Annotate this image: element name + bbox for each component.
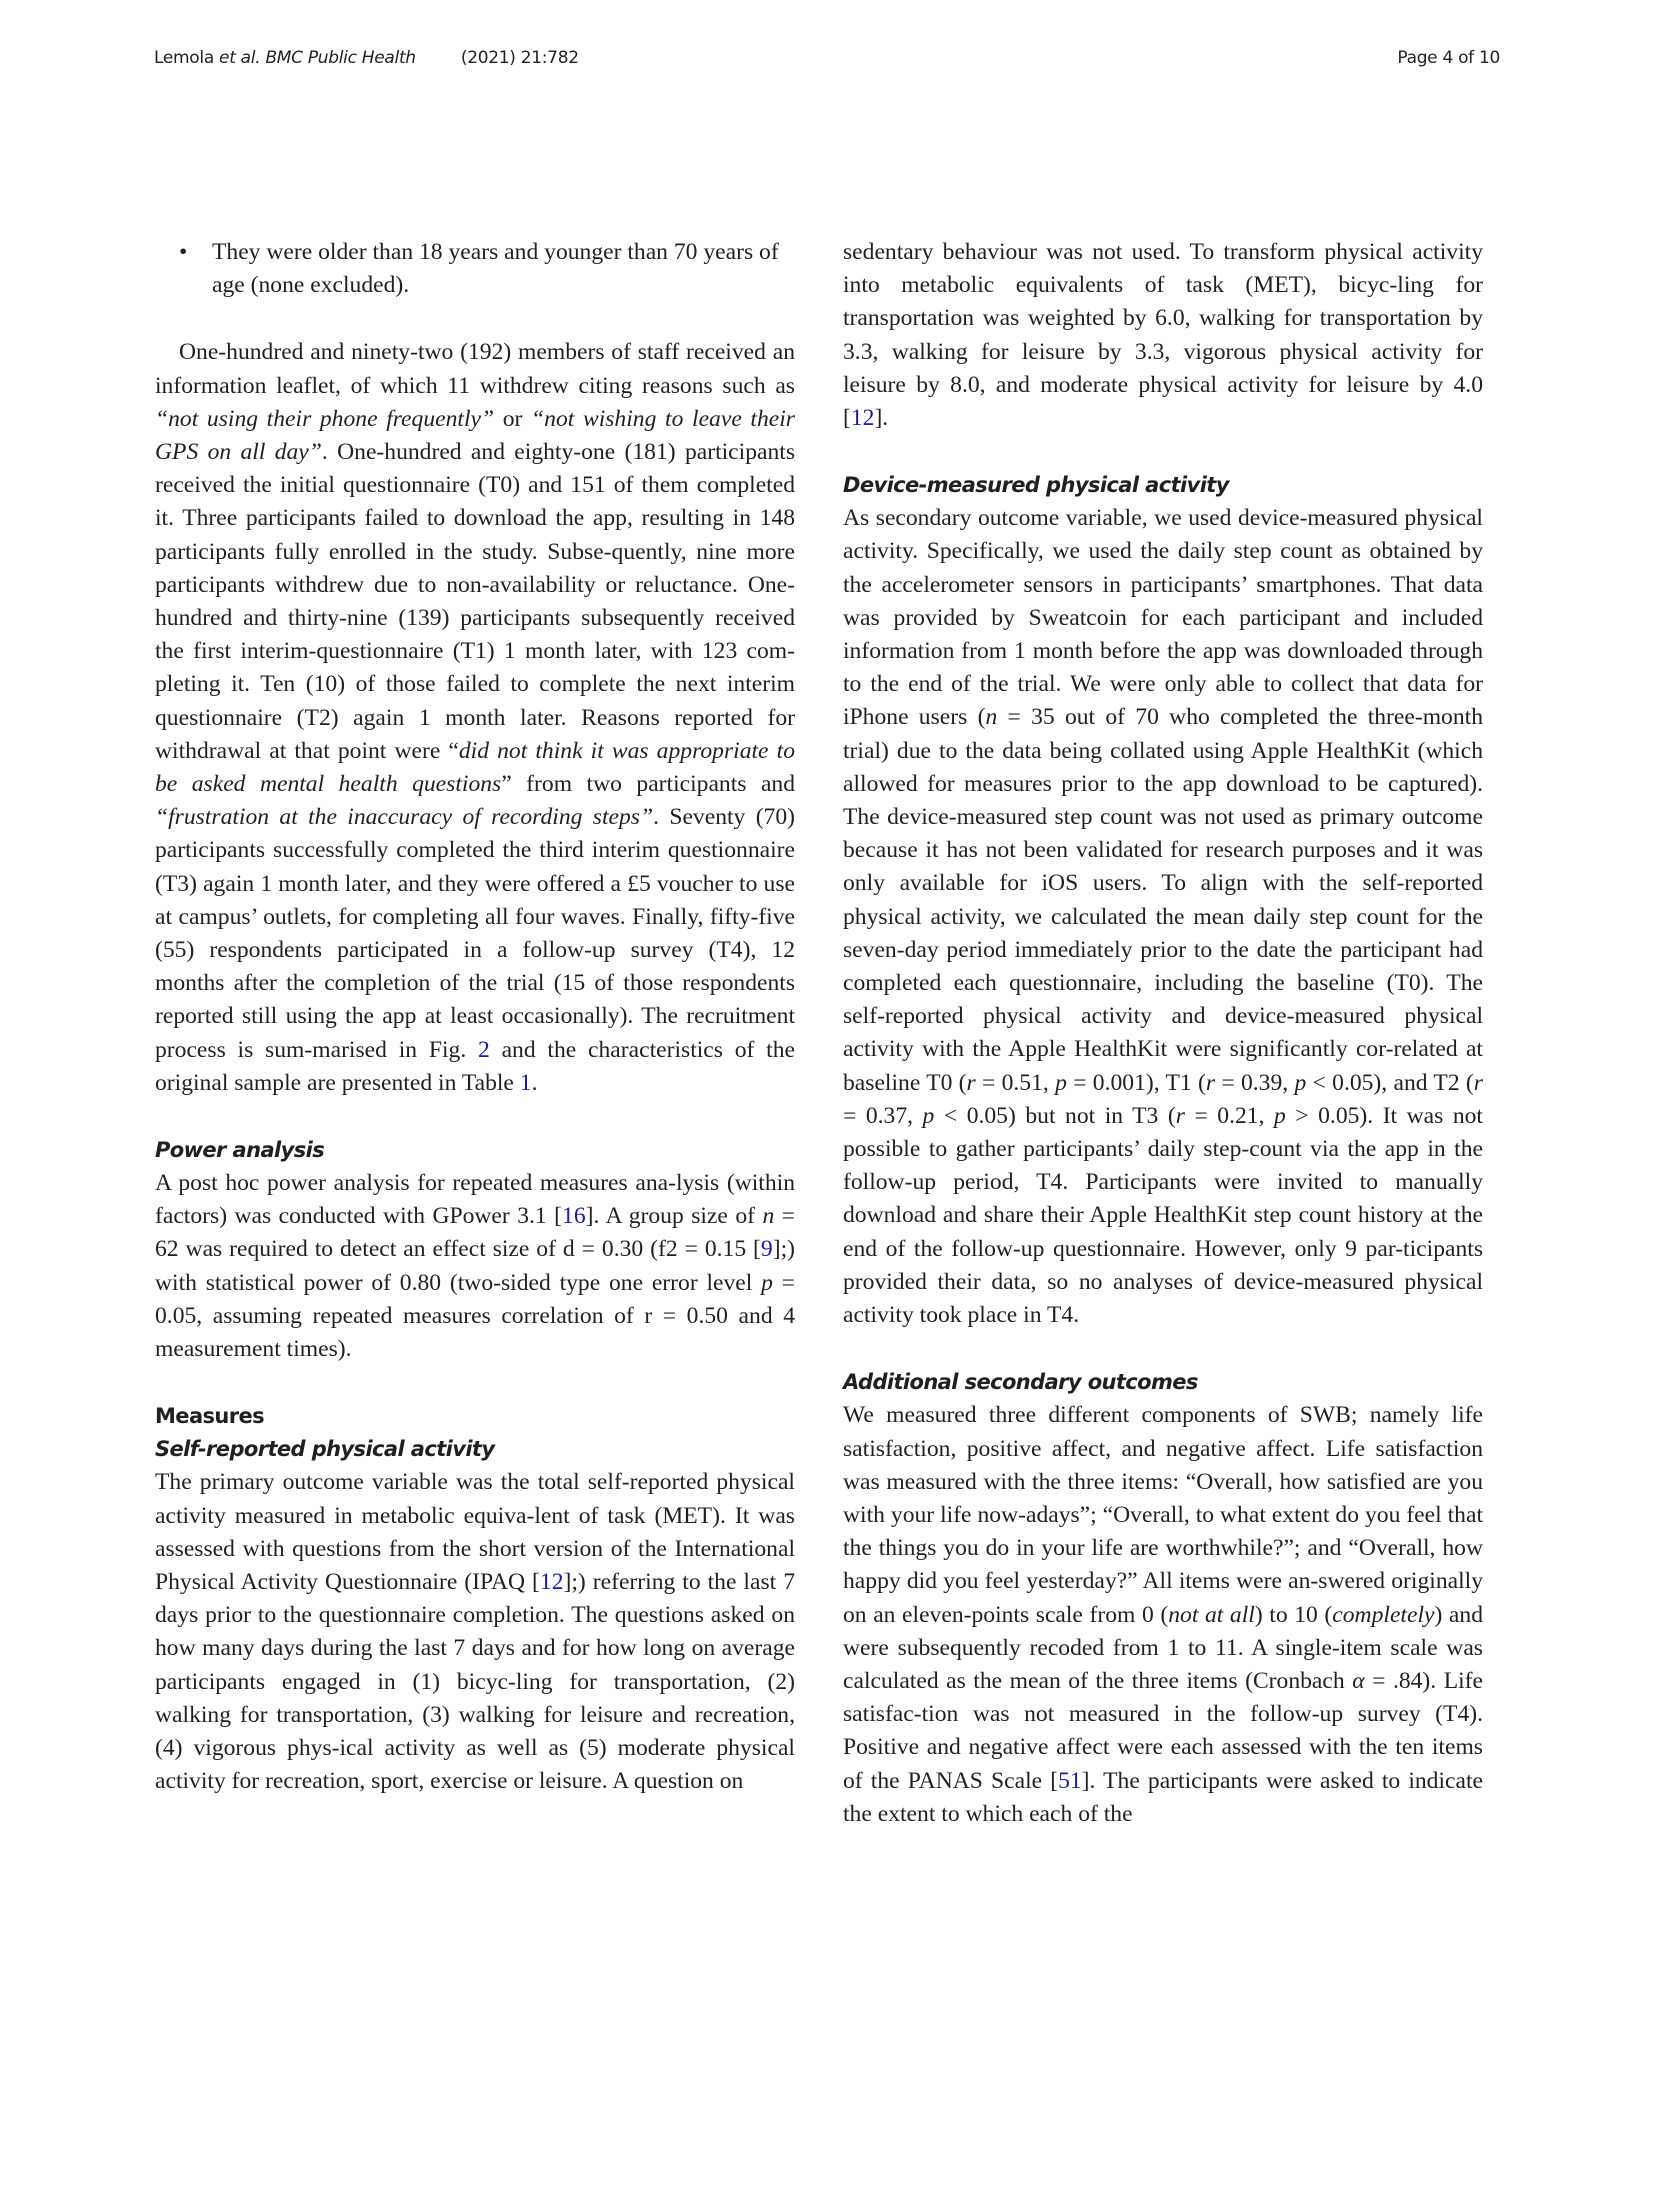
header-citation	[154, 48, 579, 68]
power-analysis-paragraph: A post hoc power analysis for repeated measures ana-lysis (within factors) was conducted with GPower 3.1 [16]. A group size of n = 62 was required to detect an effect size of d = 0.30 (f2 = 0.15 [9];) with statistical power of 0.80 (two-sided type one error level p = 0.05, assuming repeated measures correlation of r = 0.50 and 4 measurement times).	[155, 1170, 795, 1363]
citation-link[interactable]: 12	[850, 405, 875, 432]
self-reported-activity-heading: Self-reported physical activity	[155, 1437, 495, 1462]
citation-link[interactable]: 16	[562, 1203, 586, 1230]
header-volume: (2021) 21:782	[460, 48, 579, 68]
table-link[interactable]: 1	[519, 1069, 532, 1096]
device-measured-activity-heading: Device-measured physical activity	[843, 473, 1229, 498]
citation-link[interactable]: 9	[760, 1236, 773, 1263]
figure-link[interactable]: 2	[478, 1036, 490, 1063]
page-number: Page 4 of 10	[1397, 48, 1500, 68]
additional-outcomes-paragraph: We measured three different components of SWB; namely life satisfaction, positive affect, and negative affect. Life satisfaction was measured with the three items: “Overall, how satisfied are you with your life now-adays”; “Overall, to what extent do you feel that the things you do in your life are worthwhile?”; and “Overall, how happy did you feel yesterday?” All items were an-swered originally on an eleven-points scale from 0 (not at all) to 10 (completely) and were subsequently recoded from 1 to 11. A single-item scale was calculated as the mean of the three items (Cronbach α = .84). Life satisfac-tion was not measured in the follow-up survey (T4). Positive and negative affect were each assessed with the ten items of the PANAS Scale [51]. The participants were asked to indicate the extent to which each of the	[843, 1402, 1484, 1827]
additional-outcomes-heading: Additional secondary outcomes	[843, 1370, 1198, 1395]
met-weighting-paragraph: sedentary behaviour was not used. To transform physical activity into metabolic equivalents of task (MET), bicyc-ling for transportation was weighted by 6.0, walking for transportation by 3.3, walking for leisure by 3.3, vigorous physical activity for leisure by 8.0, and moderate physical activity for leisure by 4.0 [12].	[843, 239, 1483, 432]
right-column	[843, 236, 1483, 1831]
measures-heading: Measures	[155, 1404, 265, 1429]
left-column	[155, 236, 795, 1798]
self-reported-activity-paragraph: The primary outcome variable was the total self-reported physical activity measured in metabolic equiva-lent of task (MET). It was assessed with questions from the short version of the International Physical Activity Questionnaire (IPAQ [12];) referring to the last 7 days prior to the questionnaire completion. The questions asked on how many days during the last 7 days and for how long on average participants engaged in (1) bicyc-ling for transportation, (2) walking for transportation, (3) walking for leisure and recreation, (4) vigorous phys-ical activity as well as (5) moderate physical activity for recreation, sport, exercise or leisure. A question on	[155, 1469, 795, 1795]
device-measured-activity-paragraph: As secondary outcome variable, we used device-measured physical activity. Specifically, we used the daily step count as obtained by the accelerometer sensors in participants’ smartphones. That data was provided by Sweatcoin for each participant and included information from 1 month before the app was downloaded through to the end of the trial. We were only able to collect that data for iPhone users (n = 35 out of 70 who completed the three-month trial) due to the data being collated using Apple HealthKit (which allowed for measures prior to the app download to be captured). The device-measured step count was not used as primary outcome because it has not been validated for research purposes and it was only available for iOS users. To align with the self-reported physical activity, we calculated the mean daily step count for the seven-day period immediately prior to the date the participant had completed each questionnaire, including the baseline (T0). The self-reported physical activity and device-measured physical activity with the Apple HealthKit were significantly cor-related at baseline T0 (r = 0.51, p = 0.001), T1 (r = 0.39, p < 0.05), and T2 (r = 0.37, p < 0.05) but not in T3 (r = 0.21, p > 0.05). It was not possible to gather participants’ daily step-count via the app in the follow-up period, T4. Participants were invited to manually download and share their Apple HealthKit step count history at the end of the follow-up questionnaire. However, only 9 par-ticipants provided their data, so no analyses of device-measured physical activity took place in T4.	[843, 505, 1483, 1329]
header-journal: BMC Public Health	[265, 48, 416, 68]
bullet-icon: •	[179, 239, 188, 265]
header-authors: Lemola	[154, 48, 214, 68]
citation-link[interactable]: 51	[1058, 1767, 1082, 1794]
running-header	[154, 48, 1500, 72]
citation-link[interactable]: 12	[539, 1568, 564, 1595]
power-analysis-heading: Power analysis	[155, 1138, 325, 1163]
header-etal: et al.	[219, 48, 261, 68]
recruitment-paragraph: One-hundred and ninety-two (192) members of staff received an information leaflet, of which 11 withdrew citing reasons such as “not using their phone frequently” or “not wishing to leave their GPS on all day”. One-hundred and eighty-one (181) participants received the initial questionnaire (T0) and 151 of them completed it. Three participants failed to download the app, resulting in 148 participants fully enrolled in the study. Subse-quently, nine more participants withdrew due to non-availability or reluctance. One-hundred and thirty-nine (139) participants subsequently received the first interim-questionnaire (T1) 1 month later, with 123 com-pleting it. Ten (10) of those failed to complete the next interim questionnaire (T2) again 1 month later. Reasons reported for withdrawal at that point were “did not think it was appropriate to be asked mental health questions” from two participants and “frustration at the inaccuracy of recording steps”. Seventy (70) participants successfully completed the third interim questionnaire (T3) again 1 month later, and they were offered a £5 voucher to use at campus’ outlets, for completing all four waves. Finally, fifty-five (55) respondents participated in a follow-up survey (T4), 12 months after the completion of the trial (15 of those respondents reported still using the app at least occasionally). The recruitment process is sum-marised in Fig. 2 and the characteristics of the original sample are presented in Table 1.	[155, 339, 796, 1096]
inclusion-criterion-bullet: • They were older than 18 years and younger than 70 years of age (none excluded).	[155, 236, 795, 302]
